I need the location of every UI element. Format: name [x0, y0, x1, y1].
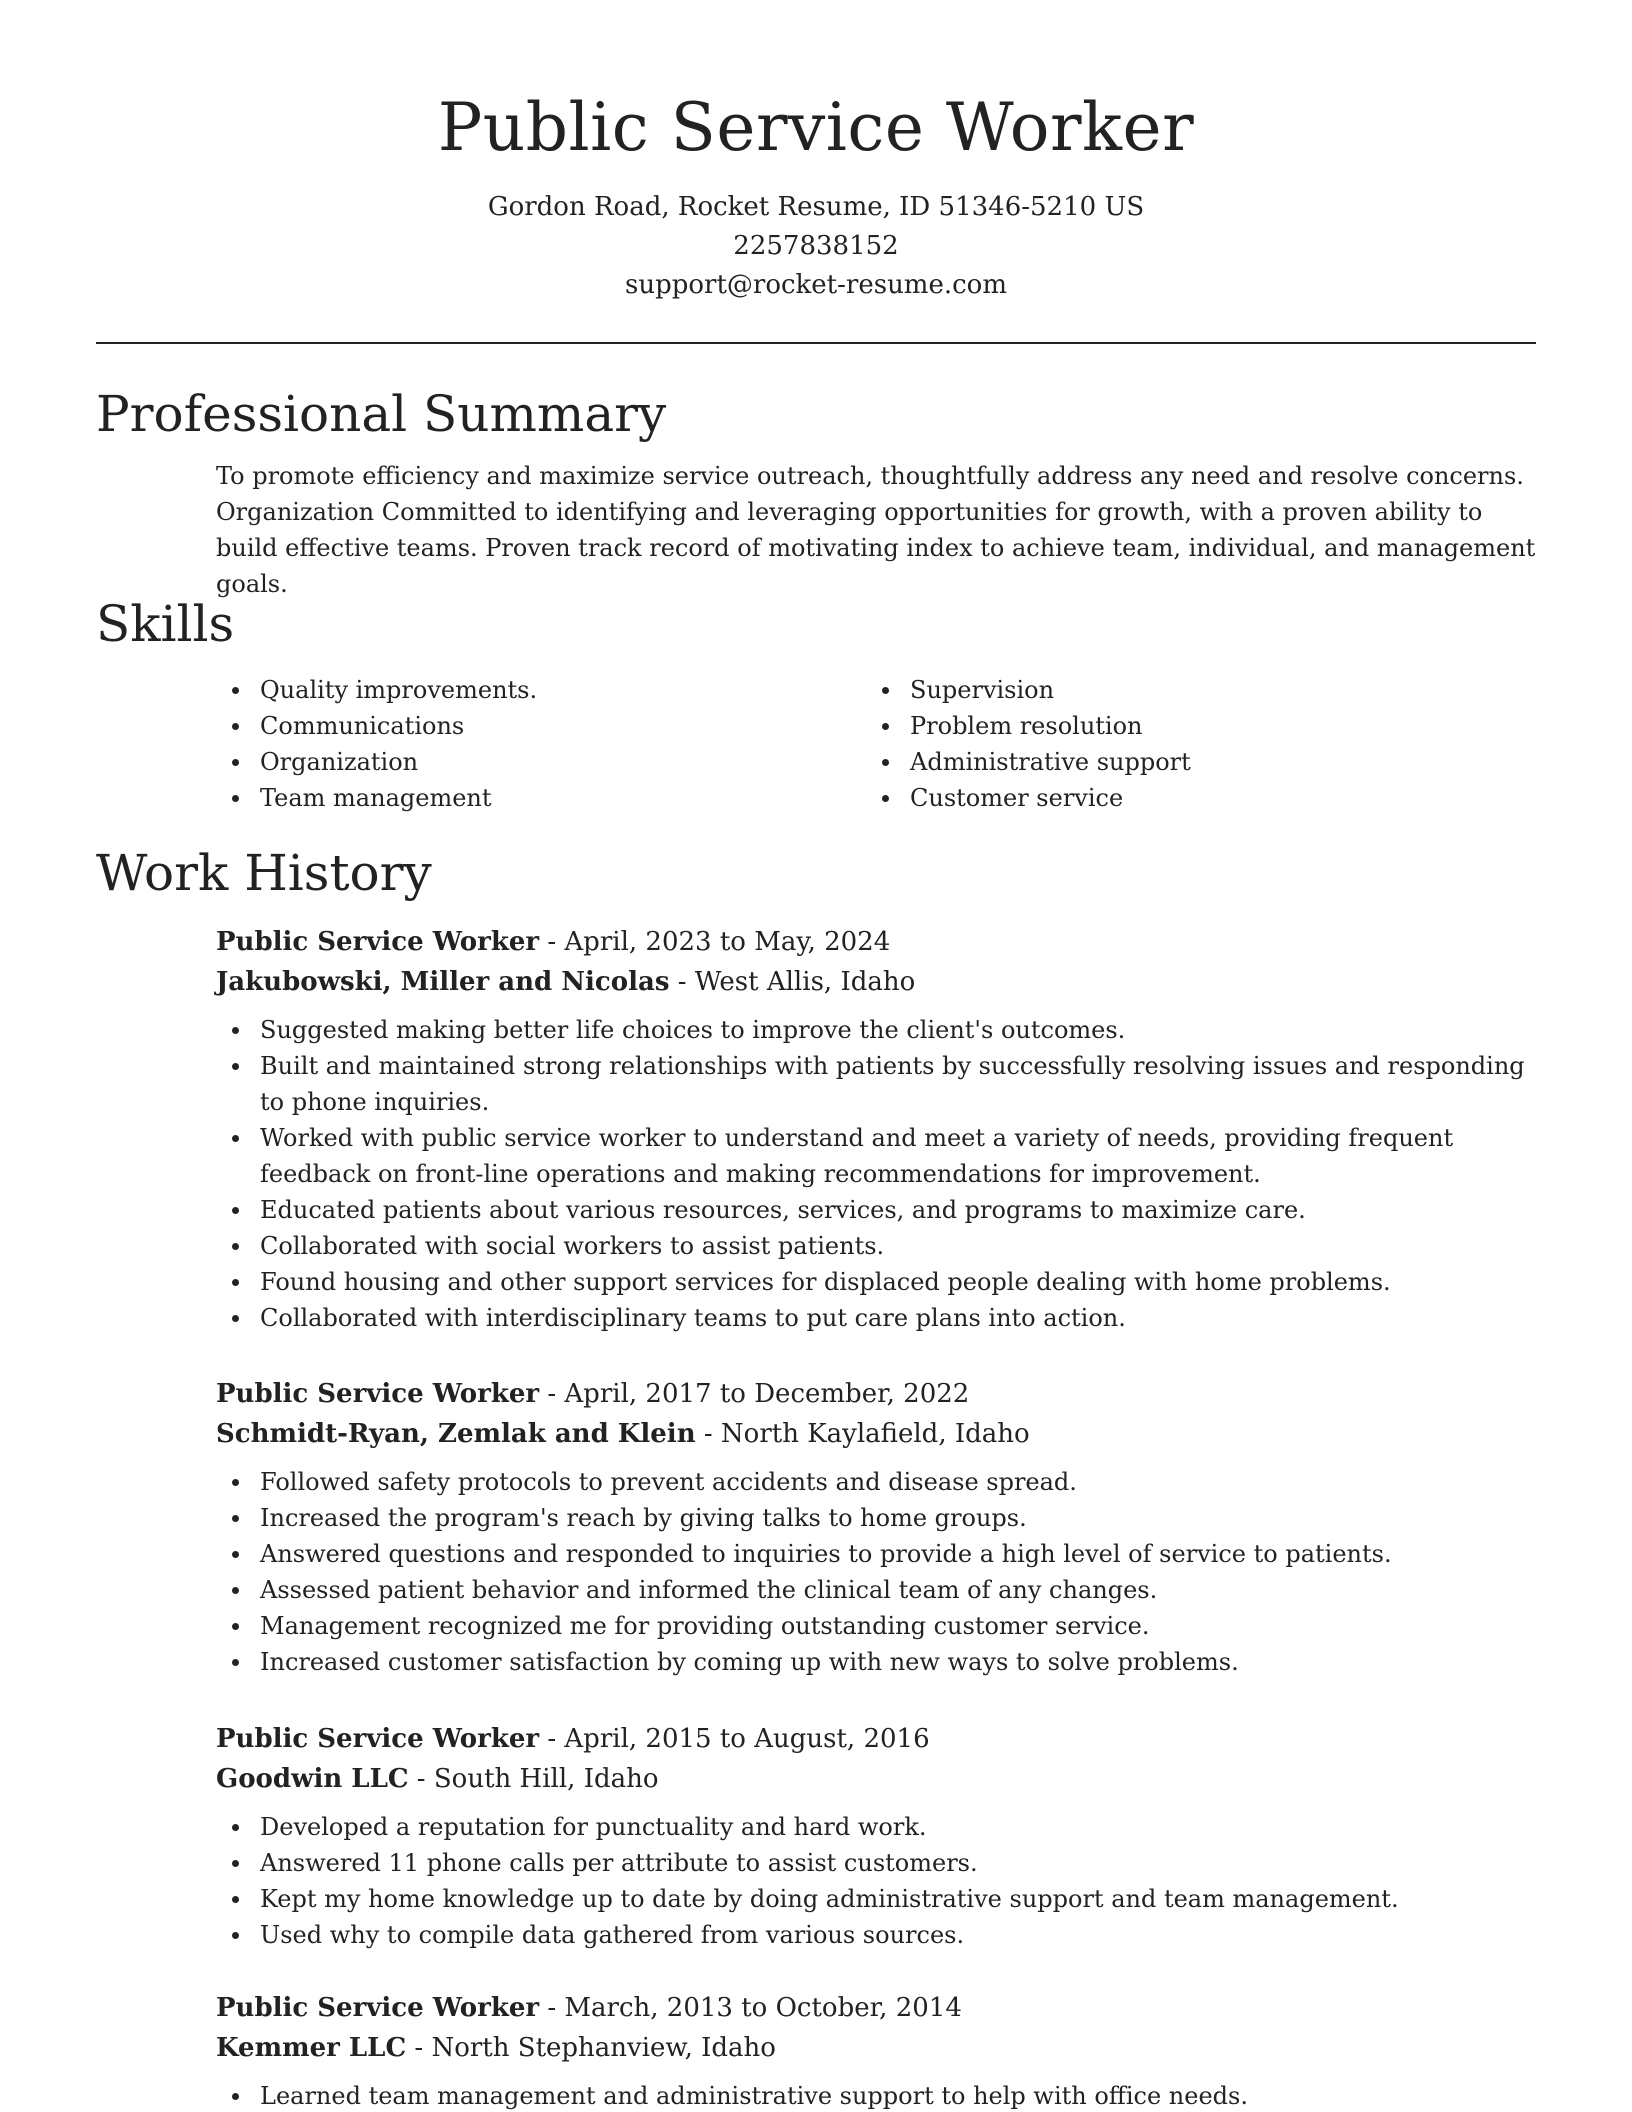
candidate-name: Public Service Worker	[437, 89, 1195, 166]
skills-grid	[216, 672, 1536, 816]
skills-right-column	[866, 672, 1516, 816]
job-bullet: Collaborated with social workers to assist patients.	[216, 1228, 1536, 1264]
job-company: Goodwin LLC	[216, 1764, 409, 1794]
job-title: Public Service Worker	[216, 927, 540, 957]
skill-item: Supervision	[866, 672, 1516, 708]
job-bullet: Worked with public service worker to understand and meet a variety of needs, providing frequent feedback on front-line operations and making recommendations for improvement.	[216, 1120, 1536, 1192]
job-company-line: Goodwin LLC - South Hill, Idaho	[216, 1764, 659, 1794]
email: support@rocket-resume.com	[624, 270, 1007, 300]
job-bullets	[216, 1809, 1536, 1953]
job-bullets	[216, 2078, 1536, 2112]
job-bullet: Management recognized me for providing outstanding customer service.	[216, 1608, 1536, 1644]
address: Gordon Road, Rocket Resume, ID 51346-5210 US	[487, 192, 1145, 222]
job-location: West Allis, Idaho	[694, 967, 916, 997]
skills-left-column	[216, 672, 866, 816]
summary-section	[96, 384, 1536, 602]
skill-item: Problem resolution	[866, 708, 1516, 744]
job-title: Public Service Worker	[216, 1993, 540, 2023]
job-bullet: Answered 11 phone calls per attribute to assist customers.	[216, 1845, 1536, 1881]
skill-item: Customer service	[866, 780, 1516, 816]
job-title-line: Public Service Worker - March, 2013 to October, 2014	[216, 1993, 962, 2023]
job-bullets	[216, 1464, 1536, 1680]
skill-item: Administrative support	[866, 744, 1516, 780]
job-dates: April, 2015 to August, 2016	[564, 1724, 930, 1754]
job-company-line: Schmidt-Ryan, Zemlak and Klein - North Kaylafield, Idaho	[216, 1419, 1030, 1449]
job-company-line: Jakubowski, Miller and Nicolas - West Allis, Idaho	[216, 967, 916, 997]
job-location: North Kaylafield, Idaho	[720, 1419, 1030, 1449]
job-location: North Stephanview, Idaho	[431, 2033, 776, 2063]
job-company: Kemmer LLC	[216, 2033, 407, 2063]
resume-header	[0, 0, 1632, 305]
job-location: South Hill, Idaho	[433, 1764, 659, 1794]
job-dates: April, 2017 to December, 2022	[564, 1379, 970, 1409]
job-bullet: Educated patients about various resources, services, and programs to maximize care.	[216, 1192, 1536, 1228]
summary-text: To promote efficiency and maximize service outreach, thoughtfully address any need and resolve concerns. Organization Committed to identifying and leveraging opportunities for growth, with a proven ability to build effective teams. Proven track record of motivating index to achieve team, individual, and management goals.	[216, 462, 1536, 598]
job-bullet: Kept my home knowledge up to date by doing administrative support and team management.	[216, 1881, 1536, 1917]
skills-section	[96, 594, 1536, 816]
phone: 2257838152	[733, 231, 899, 261]
job-bullet: Learned team management and administrative support to help with office needs.	[216, 2078, 1536, 2112]
job-bullet: Built and maintained strong relationships with patients by successfully resolving issues and responding to phone inquiries.	[216, 1048, 1536, 1120]
job-bullet: Suggested making better life choices to improve the client's outcomes.	[216, 1012, 1536, 1048]
skill-item: Communications	[216, 708, 866, 744]
summary-title: Professional Summary	[96, 385, 667, 443]
job-entry	[96, 1988, 1536, 2112]
job-title: Public Service Worker	[216, 1724, 540, 1754]
job-bullet: Assessed patient behavior and informed the clinical team of any changes.	[216, 1572, 1536, 1608]
skill-item: Quality improvements.	[216, 672, 866, 708]
job-entry	[96, 922, 1536, 1336]
job-bullet: Increased customer satisfaction by coming up with new ways to solve problems.	[216, 1644, 1536, 1680]
job-entry	[96, 1719, 1536, 1953]
job-title-line: Public Service Worker - April, 2017 to December, 2022	[216, 1379, 970, 1409]
job-bullet: Developed a reputation for punctuality and hard work.	[216, 1809, 1536, 1845]
job-dates: March, 2013 to October, 2014	[564, 1993, 962, 2023]
work-history-section	[96, 843, 1536, 903]
contact-info	[0, 188, 1632, 305]
job-bullet: Answered questions and responded to inquiries to provide a high level of service to patients.	[216, 1536, 1536, 1572]
job-company: Schmidt-Ryan, Zemlak and Klein	[216, 1419, 696, 1449]
skill-item: Team management	[216, 780, 866, 816]
job-title-line: Public Service Worker - April, 2023 to May, 2024	[216, 927, 891, 957]
job-bullets	[216, 1012, 1536, 1336]
skills-title: Skills	[96, 595, 235, 653]
job-bullet: Used why to compile data gathered from various sources.	[216, 1917, 1536, 1953]
job-title-line: Public Service Worker - April, 2015 to August, 2016	[216, 1724, 930, 1754]
header-divider	[96, 342, 1536, 344]
work-history-title: Work History	[96, 844, 432, 902]
skill-item: Organization	[216, 744, 866, 780]
job-title: Public Service Worker	[216, 1379, 540, 1409]
job-dates: April, 2023 to May, 2024	[564, 927, 891, 957]
job-bullet: Increased the program's reach by giving talks to home groups.	[216, 1500, 1536, 1536]
job-bullet: Collaborated with interdisciplinary teams to put care plans into action.	[216, 1300, 1536, 1336]
job-bullet: Followed safety protocols to prevent accidents and disease spread.	[216, 1464, 1536, 1500]
job-bullet: Found housing and other support services for displaced people dealing with home problems.	[216, 1264, 1536, 1300]
job-company-line: Kemmer LLC - North Stephanview, Idaho	[216, 2033, 776, 2063]
job-company: Jakubowski, Miller and Nicolas	[216, 967, 670, 997]
job-entry	[96, 1374, 1536, 1680]
